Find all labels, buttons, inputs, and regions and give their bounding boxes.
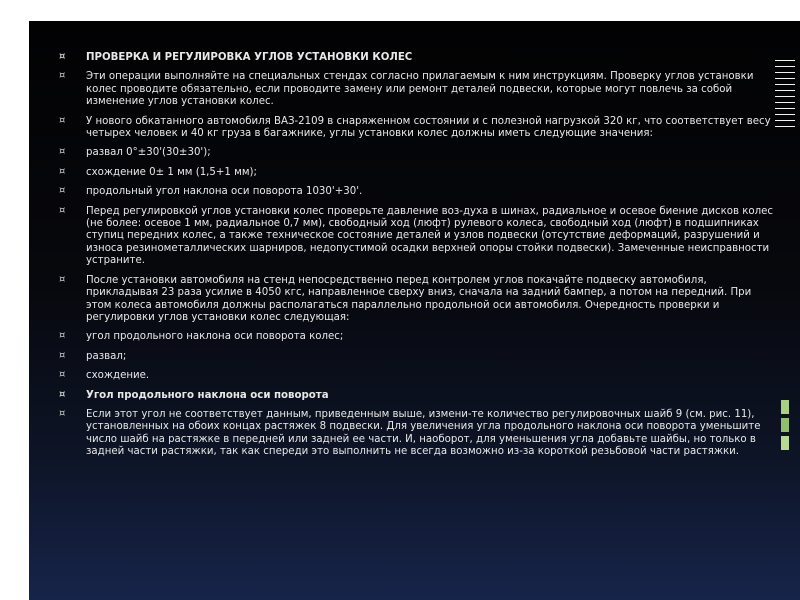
deco-line (775, 96, 795, 97)
bullet-marker: ¤ (59, 165, 66, 177)
bullet-marker: ¤ (59, 204, 66, 216)
paragraph-text: продольный угол наклона оси поворота 1030'+30'. (86, 186, 363, 198)
bullet-item (59, 388, 776, 402)
bullet-item (59, 369, 776, 382)
bullet-marker: ¤ (59, 273, 66, 285)
paragraph-text: После установки автомобиля на стенд непосредственно перед контролем углов покачайте подвеску автомобиля, прикладывая 23 раза усилие в 4050 кгс, направленное сверху вниз, сначала на задний бампер, а потом на передний. При этом колеса автомобиля должны располагаться параллельно продольной оси автомобиля. Очередность проверки и регулировки углов установки колес следующая: (86, 274, 752, 323)
subheading-text: Угол продольного наклона оси поворота (86, 389, 329, 401)
deco-line (775, 72, 795, 73)
deco-line (775, 126, 795, 127)
paragraph-text: схождение 0± 1 мм (1,5+1 мм); (86, 166, 257, 178)
bullet-item (59, 114, 776, 141)
bullet-item (59, 407, 776, 459)
bullet-item (59, 273, 776, 325)
paragraph-text: У нового обкатанного автомобиля ВАЗ-2109 в снаряженном состоянии и с полезной нагрузкой 320 кг, что соответствует весу четырех человек и 40 кг груза в багажнике, углы установки колес должны иметь следующие значения: (86, 115, 771, 140)
deco-line (775, 102, 795, 103)
paragraph-text: Перед регулировкой углов установки колес проверьте давление воз-духа в шинах, радиальное и осевое биение дисков колес (не более: осевое 1 мм, радиальное 0,7 мм), свободный ход (люфт) рулевого колеса, свободный ход (люфт) в подшипниках ступиц передних колес, а также техническое состояние деталей и узлов подвески (отсутствие деформаций, разрушений и износа резинометаллических шарниров, недопустимой осадки верхней опоры стойки подвески). Замеченные неисправности устраните. (86, 205, 773, 267)
deco-line (775, 84, 795, 85)
bullet-item (59, 204, 776, 268)
bullet-marker: ¤ (59, 388, 66, 400)
deco-block (781, 400, 789, 414)
deco-line (775, 114, 795, 115)
bullet-item (59, 185, 776, 198)
deco-line (775, 108, 795, 109)
paragraph-text: угол продольного наклона оси поворота колес; (86, 331, 344, 343)
bullet-item (59, 51, 776, 64)
deco-line (775, 78, 795, 79)
paragraph-text: Если этот угол не соответствует данным, приведенным выше, измени-те количество регулировочных шайб 9 (см. рис. 11), установленных на обоих концах растяжек 8 подвески. Для увеличения угла продольного наклона оси поворота уменьшите число шайб на растяжке в передней или задней ее части. И, наоборот, для уменьшения угла добавьте шайбы, но только в задней части растяжки, так как спереди это выполнить не всегда возможно из-за короткой резьбовой части растяжки. (86, 408, 761, 458)
slide-decoration (775, 0, 800, 600)
paragraph-text: развал; (86, 350, 127, 362)
bullet-marker: ¤ (59, 70, 66, 82)
deco-line (775, 66, 795, 67)
paragraph-text: схождение. (86, 370, 150, 382)
bullet-item (59, 146, 776, 159)
bullet-marker: ¤ (59, 330, 66, 342)
bullet-item (59, 330, 776, 343)
bullet-item (59, 165, 776, 179)
bullet-marker: ¤ (59, 51, 66, 62)
deco-line (775, 90, 795, 91)
bullet-marker: ¤ (59, 114, 66, 126)
deco-block (781, 436, 789, 450)
bullet-marker: ¤ (59, 407, 66, 419)
deco-line (775, 120, 795, 121)
paragraph-text: развал 0°±30'(30±30'); (86, 147, 211, 159)
bullet-marker: ¤ (59, 369, 66, 381)
bullet-marker: ¤ (59, 185, 66, 197)
bullet-marker: ¤ (59, 349, 66, 361)
heading-text: ПРОВЕРКА И РЕГУЛИРОВКА УГЛОВ УСТАНОВКИ КОЛЕС (86, 52, 413, 63)
slide-content (59, 51, 776, 466)
paragraph-text: Эти операции выполняйте на специальных стендах согласно прилагаемым к ним инструкциям. Проверку углов установки колес проводите обязательно, если проводите замену или ремонт деталей подвески, которые могут повлечь за собой изменение углов установки колес. (86, 71, 754, 108)
bullet-item (59, 349, 776, 363)
deco-line (775, 60, 795, 61)
deco-block (781, 418, 789, 432)
bullet-marker: ¤ (59, 146, 66, 158)
bullet-item (59, 70, 776, 108)
